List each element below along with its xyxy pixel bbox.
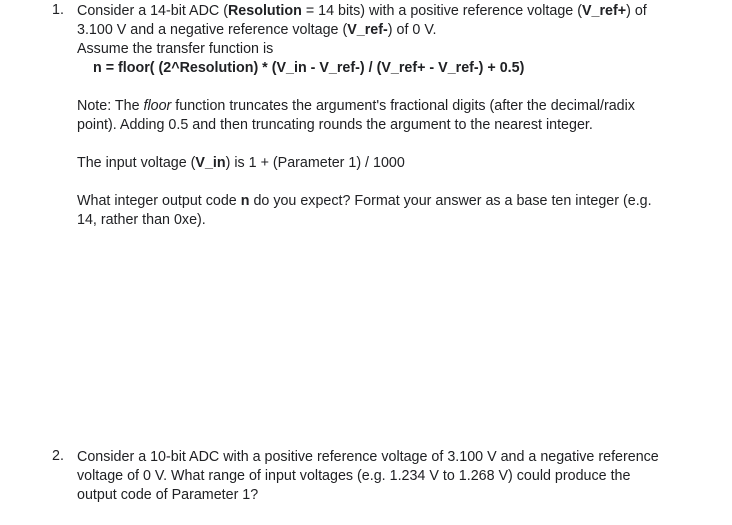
question-2-body <box>77 448 697 505</box>
spacer <box>77 135 697 154</box>
question-2-number: 2. <box>52 448 64 464</box>
question-1-line-2: 3.100 V and a negative reference voltage (V_ref-) of 0 V. <box>77 22 437 38</box>
question-1-line-1: Consider a 14-bit ADC (Resolution = 14 bits) with a positive reference voltage (V_ref+) of <box>77 3 647 19</box>
spacer <box>77 78 697 97</box>
question-2-line-1: Consider a 10-bit ADC with a positive reference voltage of 3.100 V and a negative reference <box>77 449 659 465</box>
question-1-number: 1. <box>52 2 64 18</box>
question-1-prompt-line-1: What integer output code n do you expect? Format your answer as a base ten integer (e.g. <box>77 193 652 209</box>
note-line-2: point). Adding 0.5 and then truncating rounds the argument to the nearest integer. <box>77 117 593 133</box>
question-1-body <box>77 2 697 230</box>
note-line-1: Note: The floor function truncates the argument's fractional digits (after the decimal/radix <box>77 98 635 114</box>
spacer <box>77 173 697 192</box>
question-2-line-2: voltage of 0 V. What range of input voltages (e.g. 1.234 V to 1.268 V) could produce the <box>77 468 631 484</box>
question-1-line-3: Assume the transfer function is <box>77 41 274 57</box>
question-2-line-3: output code of Parameter 1? <box>77 487 259 503</box>
transfer-function-formula: n = floor( (2^Resolution) * (V_in - V_ref-) / (V_ref+ - V_ref-) + 0.5) <box>93 60 525 76</box>
question-1-prompt-line-2: 14, rather than 0xe). <box>77 212 206 228</box>
input-voltage-line: The input voltage (V_in) is 1 + (Parameter 1) / 1000 <box>77 155 405 171</box>
